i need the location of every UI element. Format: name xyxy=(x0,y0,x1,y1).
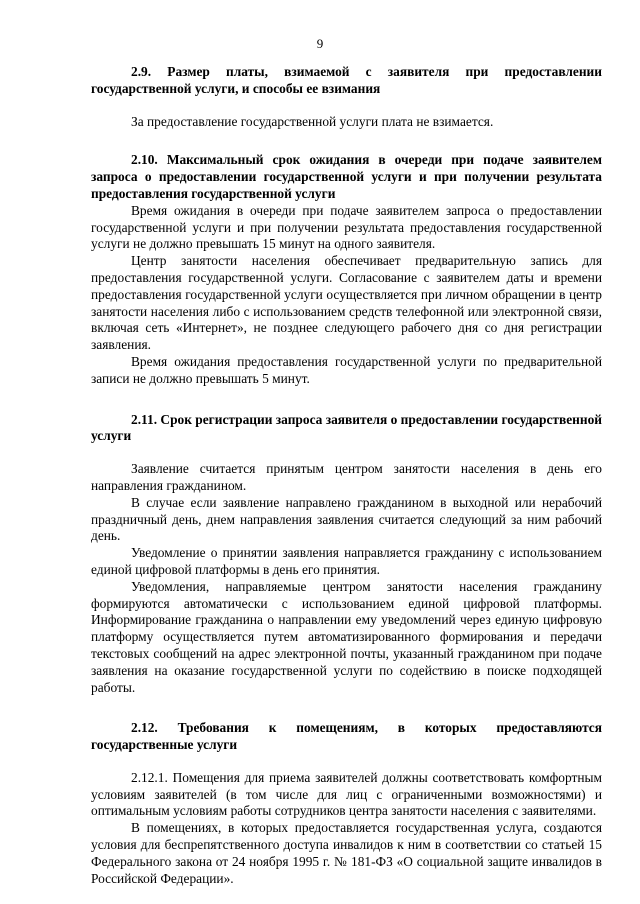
paragraph: За предоставление государственной услуги плата не взимается. xyxy=(131,113,494,129)
paragraph: Уведомление о принятии заявления направляется гражданину с использованием единой цифровой платформы в день его принятия. xyxy=(91,545,602,577)
paragraph: Центр занятости населения обеспечивает предварительную запись для предоставления государственной услуги. Согласование с заявителем даты и времени предоставления государственной услуги осуществляется при личном обращении в центр занятости населения либо с использованием средств телефонной или электронной связи, включая сеть «Интернет», не позднее следующего рабочего дня со дня регистрации заявления. xyxy=(91,253,602,353)
section-2-10 xyxy=(91,152,602,387)
paragraph: Время ожидания предоставления государственной услуги по предварительной записи не должно превышать 5 минут. xyxy=(91,353,602,386)
paragraph: 2.12.1. Помещения для приема заявителей должны соответствовать комфортным условиям заявителей (в том числе для лиц с ограниченными возможностями) и оптимальным условиям работы сотрудников центра занятости населения с заявителями. xyxy=(91,769,602,819)
paragraph: Время ожидания в очереди при подаче заявителем запроса о предоставлении государственной услуги и при получении результата предоставления государственной услуги не должно превышать 15 минут на одного заявителя. xyxy=(91,202,602,252)
section-heading: 2.12. Требования к помещениям, в которых предоставляются государственные услуги xyxy=(91,720,602,753)
section-heading: 2.11. Срок регистрации запроса заявителя о предоставлении государственной услуги xyxy=(91,411,602,444)
page-content xyxy=(91,64,602,887)
paragraph: Заявление считается принятым центром занятости населения в день его направления гражданином. xyxy=(91,461,602,493)
section-2-9 xyxy=(91,64,602,130)
section-2-12 xyxy=(91,720,602,887)
paragraph: В случае если заявление направлено гражданином в выходной или нерабочий праздничный день, днем направления заявления считается следующий за ним рабочий день. xyxy=(91,494,602,544)
paragraph: В помещениях, в которых предоставляется государственная услуга, создаются условия для беспрепятственного доступа инвалидов к ним в соответствии со статьей 15 Федерального закона от 24 ноября 1995 г. № 181-ФЗ «О социальной защите инвалидов в Российской Федерации». xyxy=(91,820,602,886)
section-2-11 xyxy=(91,412,602,697)
page-number: 9 xyxy=(316,36,324,51)
section-heading: 2.9. Размер платы, взимаемой с заявителя при предоставлении государственной услуги, и способы ее взимания xyxy=(91,64,602,96)
section-heading: 2.10. Максимальный срок ожидания в очереди при подаче заявителем запроса о предоставлении государственной услуги и при получении результата предоставления государственной услуги xyxy=(91,152,602,201)
paragraph: Уведомления, направляемые центром занятости населения гражданину формируются автоматически с использованием единой цифровой платформы. Информирование гражданина о направлении ему уведомлений через единую цифровую платформу осуществляется путем автоматизированного формирования и передачи текстовых сообщений на адрес электронной почты, указанный гражданином при подаче заявления на оказание государственной услуги по содействию в поиске подходящей работы. xyxy=(91,578,602,695)
